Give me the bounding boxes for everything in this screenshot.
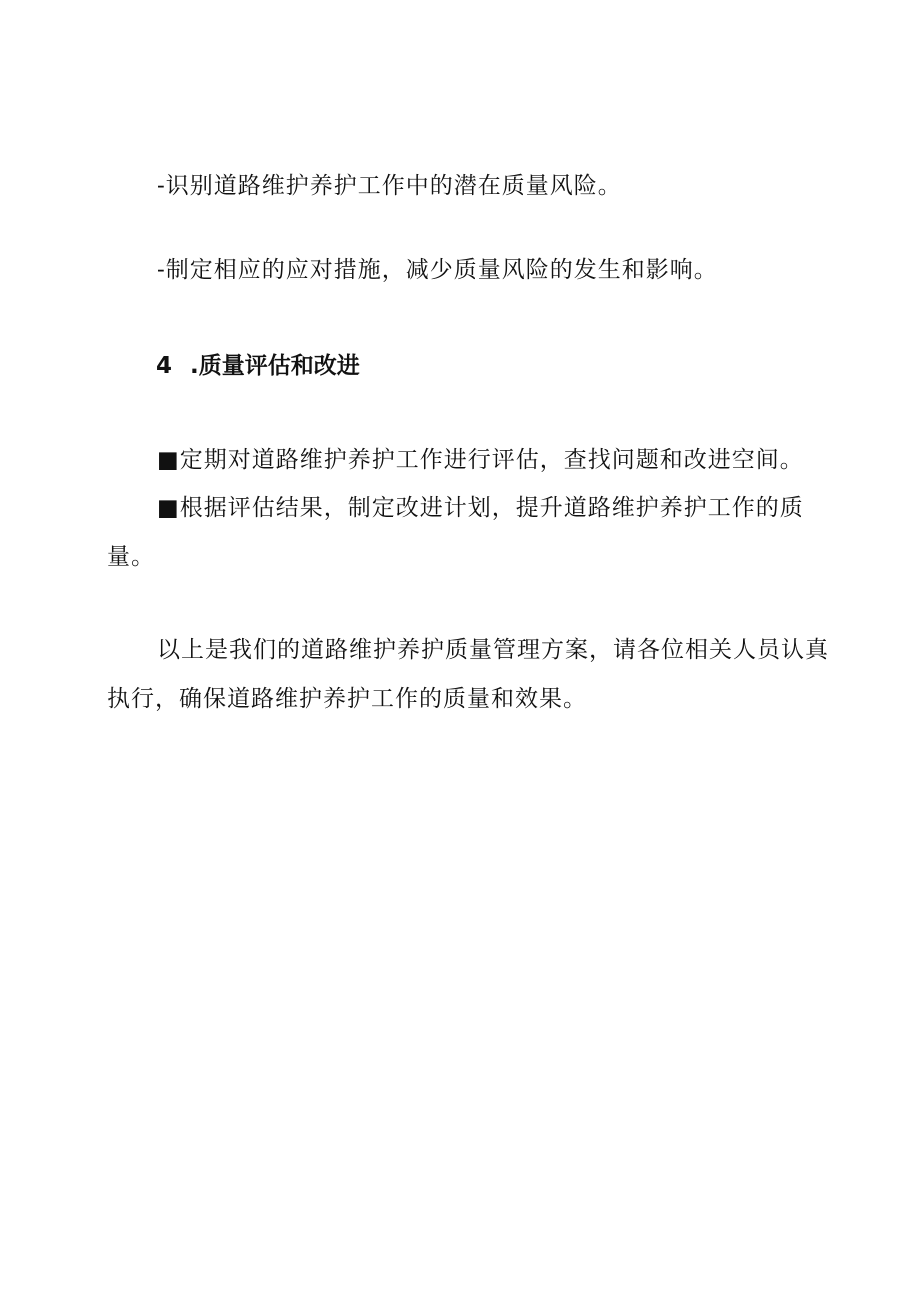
evaluation-item-regular: ■定期对道路维护养护工作进行评估，查找问题和改进空间。 [157,447,804,473]
section-heading-4 [156,351,360,381]
section-title: .质量评估和改进 [190,353,360,379]
evaluation-item-plan-continued: 量。 [107,544,155,570]
closing-paragraph-line-1: 以上是我们的道路维护养护质量管理方案，请各位相关人员认真 [157,637,829,663]
closing-paragraph-line-2: 执行，确保道路维护养护工作的质量和效果。 [107,686,587,712]
risk-item-identify: -识别道路维护养护工作中的潜在质量风险。 [157,173,622,199]
evaluation-item-plan: ■根据评估结果，制定改进计划，提升道路维护养护工作的质 [157,495,804,521]
section-number: 4 [156,353,173,379]
risk-item-measures: -制定相应的应对措施，减少质量风险的发生和影响。 [157,257,718,283]
